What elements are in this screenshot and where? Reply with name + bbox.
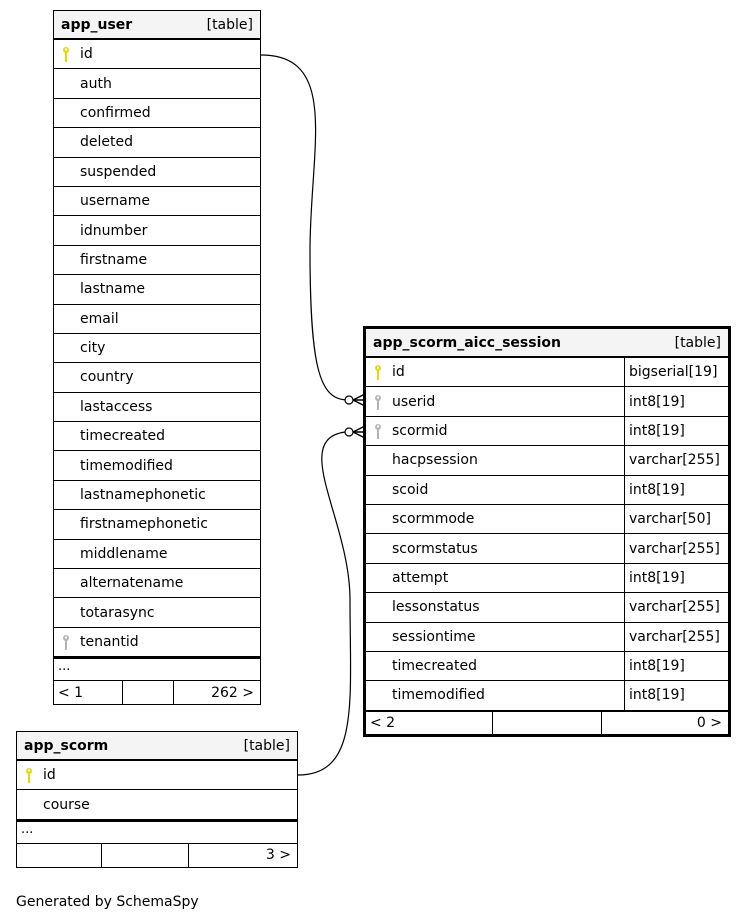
- column-row-userid[interactable]: [366, 387, 728, 416]
- column-row-country[interactable]: [54, 363, 260, 392]
- column-row-lessonstatus[interactable]: [366, 593, 728, 622]
- table-footer: [54, 681, 260, 704]
- column-type: int8[19]: [624, 652, 728, 680]
- column-name: [54, 598, 260, 626]
- column-name-text: totarasync: [80, 604, 155, 621]
- column-name: [54, 246, 260, 274]
- table-header[interactable]: [17, 732, 297, 761]
- column-name-text: scoid: [392, 481, 429, 498]
- foreign-key-icon: [374, 394, 382, 410]
- primary-key-icon: [25, 767, 33, 783]
- column-name-text: scormmode: [392, 511, 475, 528]
- column-name-text: course: [43, 796, 90, 813]
- column-name-text: sessiontime: [392, 628, 476, 645]
- column-name: [54, 99, 260, 127]
- column-row-id[interactable]: [366, 358, 728, 387]
- column-name: [366, 652, 624, 680]
- column-name: [366, 681, 624, 709]
- column-name-text: lessonstatus: [392, 599, 480, 616]
- column-row-auth[interactable]: [54, 69, 260, 98]
- column-name-text: timecreated: [392, 658, 477, 675]
- column-name: [54, 481, 260, 509]
- table-footer: [366, 711, 728, 734]
- column-name: [54, 69, 260, 97]
- column-name: [17, 761, 297, 789]
- column-type: varchar[255]: [624, 593, 728, 621]
- column-name-text: suspended: [80, 163, 157, 180]
- column-name-text: id: [392, 364, 405, 381]
- parents-count[interactable]: [17, 844, 101, 867]
- column-name-text: scormid: [392, 422, 448, 439]
- column-type: int8[19]: [624, 417, 728, 445]
- column-name: [366, 446, 624, 474]
- parents-count[interactable]: < 1: [58, 684, 84, 701]
- column-type: int8[19]: [624, 387, 728, 415]
- column-row-id[interactable]: [54, 40, 260, 69]
- column-name: [54, 422, 260, 450]
- column-name: [366, 358, 624, 386]
- table-footer: [17, 844, 297, 867]
- column-name: [54, 40, 260, 68]
- column-name-text: scormstatus: [392, 540, 478, 557]
- column-name-text: middlename: [80, 545, 168, 562]
- column-name: [54, 451, 260, 479]
- column-type: bigserial[19]: [624, 358, 728, 386]
- column-name-text: timemodified: [80, 457, 173, 474]
- column-name: [54, 187, 260, 215]
- column-name-text: idnumber: [80, 222, 148, 239]
- column-row-city[interactable]: [54, 334, 260, 363]
- column-type: varchar[255]: [624, 446, 728, 474]
- table-kind: [table]: [674, 334, 721, 351]
- column-name: [54, 216, 260, 244]
- foreign-key-icon: [374, 423, 382, 439]
- column-row-scormid[interactable]: [366, 417, 728, 446]
- column-name-text: auth: [80, 75, 112, 92]
- table-header[interactable]: [366, 329, 728, 358]
- column-name: [54, 305, 260, 333]
- column-name-text: alternatename: [80, 575, 184, 592]
- column-name: [54, 334, 260, 362]
- column-name: [54, 363, 260, 391]
- column-row-totarasync[interactable]: [54, 598, 260, 627]
- column-row-confirmed[interactable]: [54, 99, 260, 128]
- table-kind: [table]: [243, 737, 290, 754]
- column-row-sessiontime[interactable]: [366, 623, 728, 652]
- column-row-scoid[interactable]: [366, 476, 728, 505]
- primary-key-icon: [62, 46, 70, 62]
- column-name-text: attempt: [392, 569, 449, 586]
- column-name: [54, 128, 260, 156]
- footer-middle: [122, 681, 174, 704]
- column-name-text: lastaccess: [80, 398, 153, 415]
- column-row-timecreated[interactable]: [54, 422, 260, 451]
- column-type: int8[19]: [624, 681, 728, 709]
- edge-user-optional-marker: [345, 396, 353, 404]
- table-name: app_user: [61, 16, 133, 33]
- children-count[interactable]: 262 >: [211, 684, 254, 701]
- column-row-id[interactable]: [17, 761, 297, 790]
- column-row-course[interactable]: [17, 790, 297, 819]
- column-row-firstnamephonetic[interactable]: [54, 510, 260, 539]
- column-name-text: username: [80, 193, 150, 210]
- column-name: [54, 158, 260, 186]
- table-kind: [table]: [206, 16, 253, 33]
- table-header[interactable]: [54, 11, 260, 40]
- column-name: [366, 593, 624, 621]
- column-name-text: hacpsession: [392, 452, 478, 469]
- generated-by-label: Generated by SchemaSpy: [16, 894, 199, 910]
- column-name: [54, 540, 260, 568]
- column-name: [366, 417, 624, 445]
- column-type: varchar[255]: [624, 534, 728, 562]
- table-name: app_scorm_aicc_session: [373, 334, 561, 351]
- column-type: varchar[255]: [624, 623, 728, 651]
- column-name-text: timecreated: [80, 428, 165, 445]
- children-count[interactable]: 3 >: [265, 847, 291, 864]
- column-name: [366, 534, 624, 562]
- column-name-text: email: [80, 310, 119, 327]
- more-columns: ...: [54, 657, 260, 681]
- children-count[interactable]: 0 >: [696, 714, 722, 731]
- column-name: [54, 569, 260, 597]
- column-row-email[interactable]: [54, 305, 260, 334]
- column-row-timemodified[interactable]: [54, 451, 260, 480]
- column-name: [366, 387, 624, 415]
- column-name-text: confirmed: [80, 104, 151, 121]
- edge-user-to-session: [261, 55, 348, 400]
- column-row-firstname[interactable]: [54, 246, 260, 275]
- column-name: [54, 275, 260, 303]
- column-name-text: id: [80, 46, 93, 63]
- column-type: int8[19]: [624, 476, 728, 504]
- column-row-hacpsession[interactable]: [366, 446, 728, 475]
- column-type: varchar[50]: [624, 505, 728, 533]
- column-name-text: tenantid: [80, 634, 139, 650]
- column-row-deleted[interactable]: [54, 128, 260, 157]
- table-app-scorm[interactable]: [16, 731, 298, 868]
- column-row-idnumber[interactable]: [54, 216, 260, 245]
- column-name-text: city: [80, 340, 106, 357]
- column-name: [54, 628, 260, 656]
- column-row-attempt[interactable]: [366, 564, 728, 593]
- table-app-user[interactable]: [53, 10, 261, 705]
- footer-middle: [492, 712, 602, 734]
- column-name: [54, 393, 260, 421]
- column-row-username[interactable]: [54, 187, 260, 216]
- column-row-suspended[interactable]: [54, 158, 260, 187]
- column-name-text: firstname: [80, 251, 148, 268]
- table-app-scorm-aicc-session[interactable]: [363, 326, 731, 737]
- column-name: [366, 505, 624, 533]
- column-row-tenantid[interactable]: [54, 628, 260, 657]
- column-row-middlename[interactable]: [54, 540, 260, 569]
- column-name-text: userid: [392, 393, 436, 410]
- primary-key-icon: [374, 364, 382, 380]
- column-name: [366, 623, 624, 651]
- edge-scorm-to-session: [298, 432, 351, 775]
- column-name-text: country: [80, 369, 134, 386]
- column-row-lastnamephonetic[interactable]: [54, 481, 260, 510]
- more-columns: ...: [17, 820, 297, 844]
- column-row-timemodified[interactable]: [366, 681, 728, 710]
- column-name-text: firstnamephonetic: [80, 516, 208, 533]
- edge-scorm-optional-marker: [345, 428, 353, 436]
- parents-count[interactable]: < 2: [370, 714, 396, 731]
- column-name: [17, 790, 297, 818]
- column-row-timecreated[interactable]: [366, 652, 728, 681]
- column-name: [366, 564, 624, 592]
- footer-middle: [101, 844, 189, 867]
- column-name-text: timemodified: [392, 687, 485, 704]
- foreign-key-icon: [62, 634, 70, 650]
- column-row-alternatename[interactable]: [54, 569, 260, 598]
- column-row-scormmode[interactable]: [366, 505, 728, 534]
- column-name-text: id: [43, 767, 56, 784]
- table-name: app_scorm: [24, 737, 109, 754]
- column-row-scormstatus[interactable]: [366, 534, 728, 563]
- column-type: int8[19]: [624, 564, 728, 592]
- column-row-lastname[interactable]: [54, 275, 260, 304]
- column-name-text: lastnamephonetic: [80, 487, 206, 504]
- column-name: [366, 476, 624, 504]
- column-name-text: lastname: [80, 281, 145, 298]
- column-name-text: deleted: [80, 134, 133, 151]
- column-row-lastaccess[interactable]: [54, 393, 260, 422]
- column-name: [54, 510, 260, 538]
